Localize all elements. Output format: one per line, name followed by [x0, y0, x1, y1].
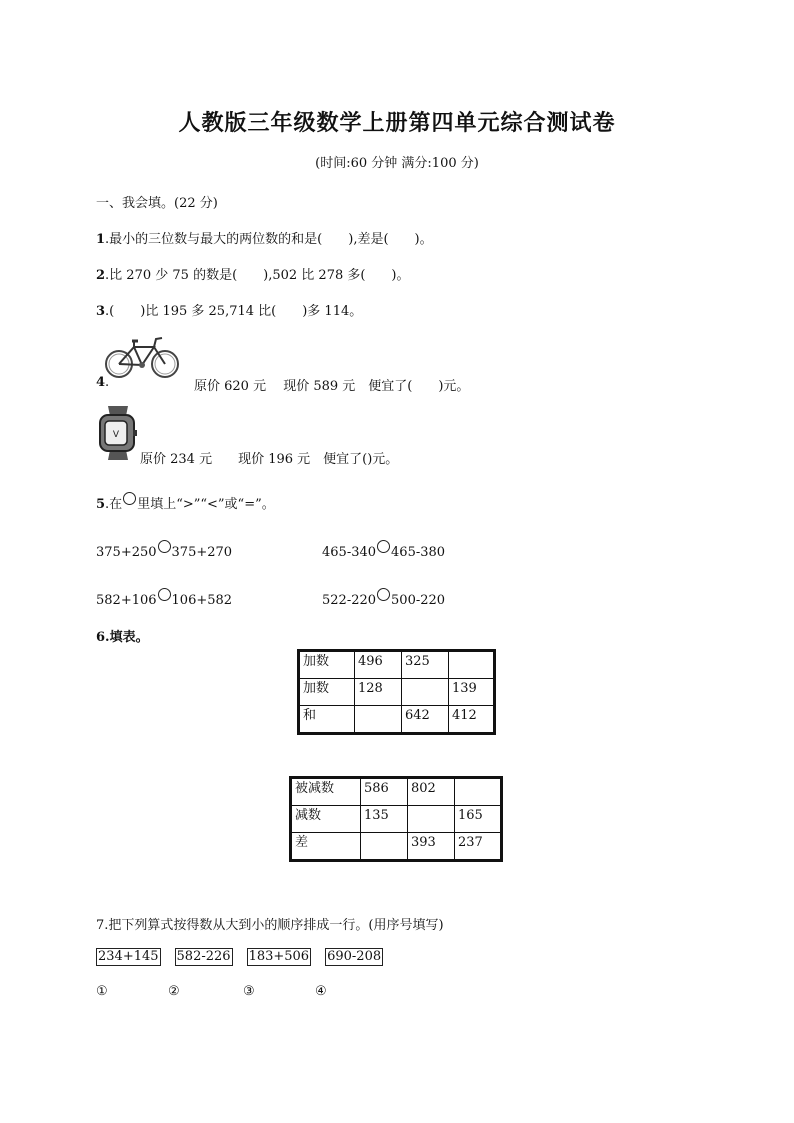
question-3 — [96, 300, 362, 319]
table-row — [299, 706, 495, 734]
table-row — [291, 833, 502, 861]
table-cell: 128 — [355, 679, 402, 706]
table-cell[interactable] — [361, 833, 408, 861]
bike-price-line: 原价 620 元 现价 589 元 便宜了( )元。 — [194, 379, 470, 394]
expression-boxes — [96, 948, 397, 966]
compare-circle[interactable] — [377, 540, 390, 553]
table-cell: 642 — [402, 706, 449, 734]
question-5 — [96, 492, 275, 512]
question-number: 3 — [96, 304, 106, 319]
table-cell[interactable] — [402, 679, 449, 706]
bicycle-icon — [102, 332, 182, 382]
table-cell: 393 — [408, 833, 455, 861]
table-cell: 802 — [408, 778, 455, 806]
table-row — [291, 806, 502, 833]
compare-item — [322, 588, 445, 608]
order-label: ① — [96, 984, 108, 999]
addition-table — [297, 649, 496, 735]
compare-right: 500-220 — [391, 593, 446, 608]
question-text: .最小的三位数与最大的两位数的和是( ),差是( )。 — [105, 232, 433, 247]
table-cell[interactable] — [449, 651, 495, 679]
table-cell: 325 — [402, 651, 449, 679]
table-cell: 135 — [361, 806, 408, 833]
table-cell: 加数 — [299, 679, 355, 706]
table-cell: 减数 — [291, 806, 361, 833]
compare-circle[interactable] — [158, 540, 171, 553]
table-cell: 165 — [455, 806, 502, 833]
compare-right: 465-380 — [391, 545, 446, 560]
question-2 — [96, 264, 410, 283]
question-number: 2 — [96, 268, 106, 283]
question-text-post: 里填上“>”“<”或“=”。 — [137, 497, 275, 512]
watch-icon — [96, 404, 138, 462]
question-text: .比 270 少 75 的数是( ),502 比 278 多( )。 — [105, 268, 410, 283]
expression-box: 690-208 — [327, 949, 382, 964]
table-cell: 和 — [299, 706, 355, 734]
watch-price-line: 原价 234 元 现价 196 元 便宜了()元。 — [140, 452, 399, 467]
compare-left: 582+106 — [96, 593, 157, 608]
table-row — [299, 679, 495, 706]
expression-box: 234+145 — [98, 949, 159, 964]
table-cell: 237 — [455, 833, 502, 861]
question-number: 4 — [96, 375, 106, 390]
order-label: ④ — [315, 984, 327, 999]
expression-box: 582-226 — [176, 949, 231, 964]
order-label: ② — [168, 984, 180, 999]
compare-left: 375+250 — [96, 545, 157, 560]
table-cell: 被减数 — [291, 778, 361, 806]
subtraction-table — [289, 776, 503, 862]
question-text: .( )比 195 多 25,714 比( )多 114。 — [105, 304, 363, 319]
question-number: 5 — [96, 497, 106, 512]
compare-left: 465-340 — [322, 545, 377, 560]
compare-circle[interactable] — [158, 588, 171, 601]
svg-text:V: V — [112, 430, 120, 440]
section-heading: 一、我会填。(22 分) — [96, 196, 218, 211]
table-cell: 139 — [449, 679, 495, 706]
table-cell[interactable] — [355, 706, 402, 734]
table-row — [299, 651, 495, 679]
compare-item — [96, 540, 232, 560]
compare-left: 522-220 — [322, 593, 377, 608]
page-subtitle: (时间:60 分钟 满分:100 分) — [315, 156, 479, 171]
question-text-pre: .在 — [105, 497, 123, 512]
table-cell: 496 — [355, 651, 402, 679]
compare-circle[interactable] — [377, 588, 390, 601]
table-cell[interactable] — [408, 806, 455, 833]
compare-item — [322, 540, 445, 560]
question-6-heading: 6.填表。 — [96, 630, 149, 645]
order-label: ③ — [243, 984, 255, 999]
page-title: 人教版三年级数学上册第四单元综合测试卷 — [178, 110, 616, 136]
compare-right: 106+582 — [171, 593, 233, 608]
question-4-bike — [96, 375, 109, 390]
table-cell: 412 — [449, 706, 495, 734]
question-1 — [96, 228, 433, 247]
expression-box: 183+506 — [248, 949, 310, 964]
question-number: 1 — [96, 232, 106, 247]
table-cell: 加数 — [299, 651, 355, 679]
table-row — [291, 778, 502, 806]
question-7-heading: 7.把下列算式按得数从大到小的顺序排成一行。(用序号填写) — [96, 918, 444, 933]
compare-right: 375+270 — [171, 545, 233, 560]
table-cell: 586 — [361, 778, 408, 806]
table-cell: 差 — [291, 833, 361, 861]
compare-item — [96, 588, 232, 608]
question-dot: . — [105, 375, 110, 390]
circle-blank-icon — [123, 492, 136, 505]
table-cell[interactable] — [455, 778, 502, 806]
